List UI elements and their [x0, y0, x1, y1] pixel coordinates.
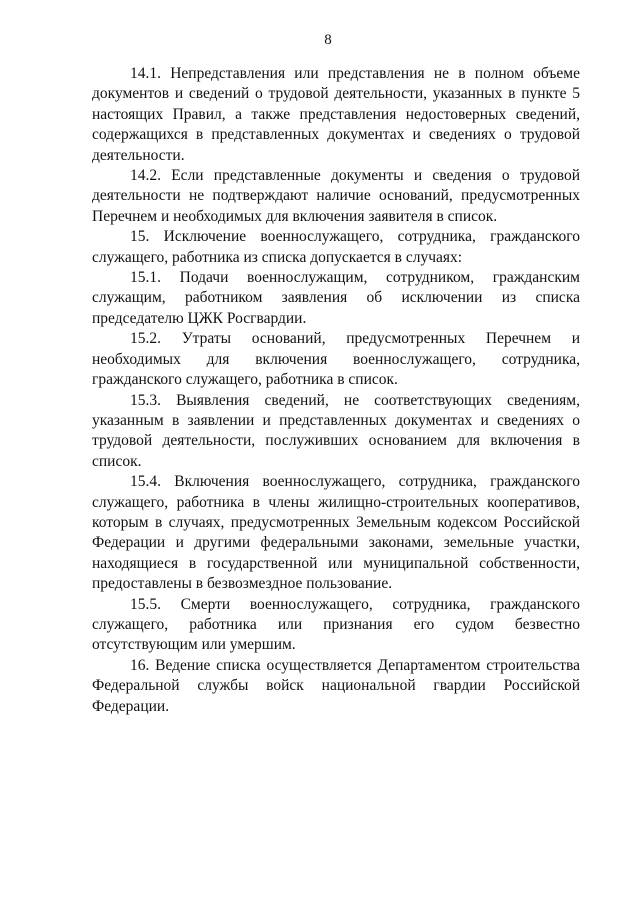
paragraph-14-1: 14.1. Непредставления или представления не в полном объеме документов и сведений о трудовой деятельности, указанных в пункте 5 настоящих Правил, а также представления недостоверных сведений, содержащихся в представленных документах и сведениях о трудовой деятельности. [92, 65, 580, 164]
paragraph-15-5: 15.5. Смерти военнослужащего, сотрудника, гражданского служащего, работника или признания его судом безвестно отсутствующим или умершим. [92, 595, 580, 654]
paragraph-16: 16. Ведение списка осуществляется Департаментом строительства Федеральной службы войск национальной гвардии Российской Федерации. [92, 656, 580, 715]
document-body [92, 64, 580, 717]
paragraph-15-1: 15.1. Подачи военнослужащим, сотрудником, гражданским служащим, работником заявления об исключении из списка председателю ЦЖК Росгвардии. [92, 269, 580, 327]
paragraph-14-2: 14.2. Если представленные документы и сведения о трудовой деятельности не подтверждают наличие оснований, предусмотренных Перечнем и необходимых для включения заявителя в список. [92, 167, 580, 225]
page-number: 8 [324, 32, 332, 48]
paragraph-15-2: 15.2. Утраты оснований, предусмотренных Перечнем и необходимых для включения военнослужащего, сотрудника, гражданского служащего, работника в список. [92, 330, 580, 389]
paragraph-15: 15. Исключение военнослужащего, сотрудника, гражданского служащего, работника из списка допускается в случаях: [92, 228, 580, 266]
paragraph-15-3: 15.3. Выявления сведений, не соответствующих сведениям, указанным в заявлении и представленных документах и сведениях о трудовой деятельности, послуживших основанием для включения в список. [92, 391, 580, 470]
paragraph-15-4: 15.4. Включения военнослужащего, сотрудника, гражданского служащего, работника в члены жилищно-строительных кооперативов, которым в случаях, предусмотренных Земельным кодексом Российской Федерации и другими федеральными законами, земельные участки, находящиеся в государственной или муниципальной собственности, предоставлены в безвозмездное пользование. [92, 473, 580, 593]
